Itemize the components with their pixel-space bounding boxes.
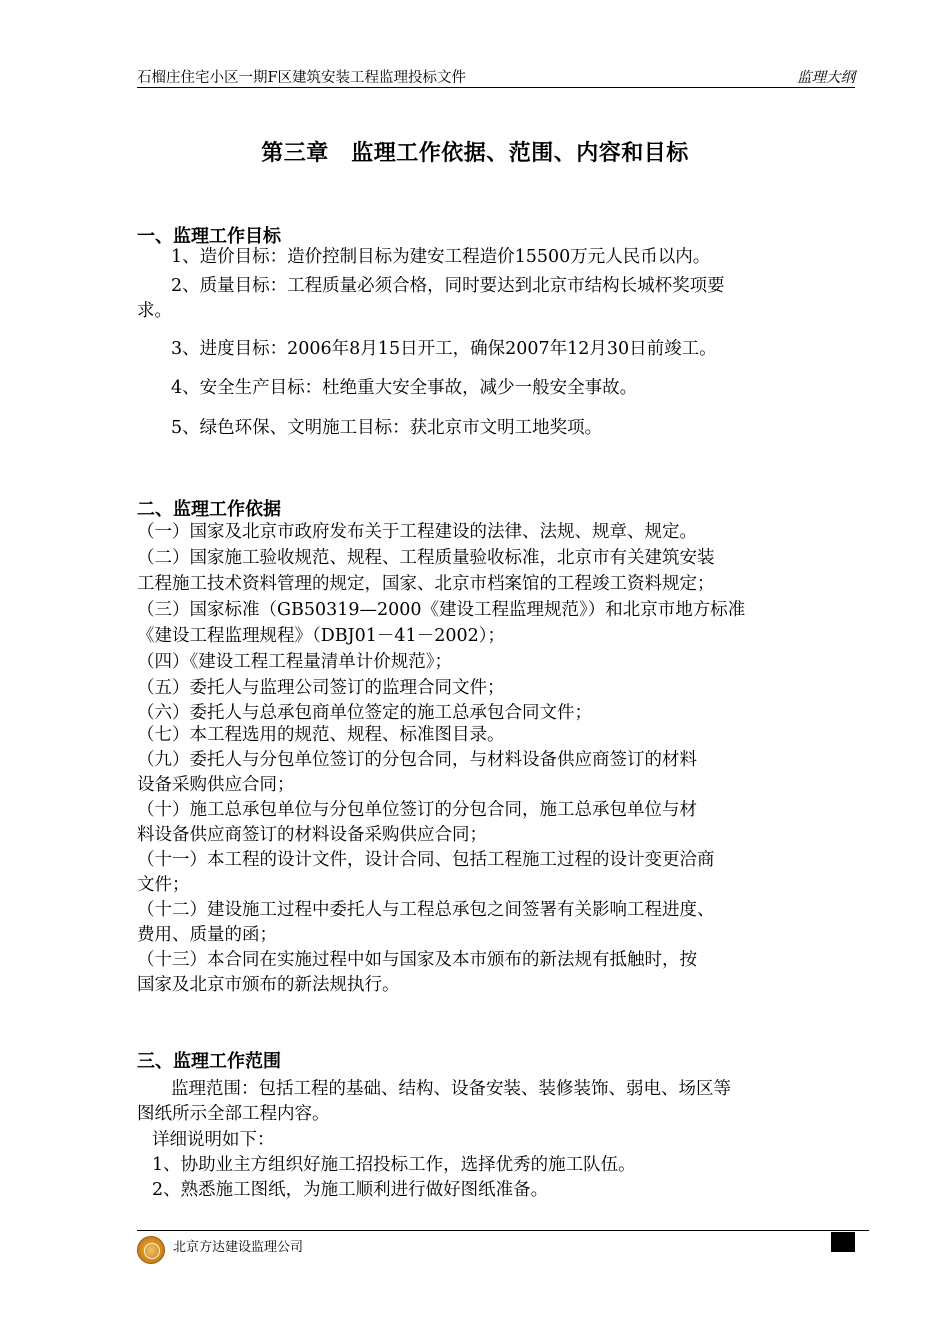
basis-line: 设备采购供应合同；: [137, 775, 295, 795]
basis-line: 料设备供应商签订的材料设备采购供应合同；: [137, 825, 487, 845]
basis-line: （六）委托人与总承包商单位签定的施工总承包合同文件；: [137, 703, 592, 723]
scope-line: 1、协助业主方组织好施工招投标工作，选择优秀的施工队伍。: [152, 1155, 636, 1175]
basis-line: （一）国家及北京市政府发布关于工程建设的法律、法规、规章、规定。: [137, 522, 697, 542]
header-divider: [137, 87, 855, 88]
scope-line: 监理范围：包括工程的基础、结构、设备安装、装修装饰、弱电、场区等: [171, 1079, 731, 1099]
scope-line: 图纸所示全部工程内容。: [137, 1104, 330, 1124]
page-marker: [831, 1232, 855, 1252]
basis-line: （二）国家施工验收规范、规程、工程质量验收标准，北京市有关建筑安装: [137, 548, 715, 568]
goal-item-quality: 2、质量目标：工程质量必须合格，同时要达到北京市结构长城杯奖项要: [171, 276, 725, 296]
basis-line: （十一）本工程的设计文件，设计合同、包括工程施工过程的设计变更洽商: [137, 850, 715, 870]
goal-item-schedule: 3、进度目标：2006年8月15日开工，确保2007年12月30日前竣工。: [171, 339, 717, 359]
basis-line: （四）《建设工程工程量清单计价规范》；: [137, 652, 452, 672]
basis-line: 工程施工技术资料管理的规定，国家、北京市档案馆的工程竣工资料规定；: [137, 574, 715, 594]
basis-line: 国家及北京市颁布的新法规执行。: [137, 975, 400, 995]
basis-line: 文件；: [137, 875, 190, 895]
scope-line: 2、熟悉施工图纸，为施工顺利进行做好图纸准备。: [152, 1180, 549, 1200]
goal-item-cost: 1、造价目标：造价控制目标为建安工程造价15500万元人民币以内。: [171, 247, 711, 267]
basis-line: （十二）建设施工过程中委托人与工程总承包之间签署有关影响工程进度、: [137, 900, 715, 920]
company-logo-icon: [137, 1236, 165, 1264]
section-title-scope: 三、监理工作范围: [137, 1051, 281, 1072]
basis-line: 费用、质量的函；: [137, 925, 277, 945]
section-title-goals: 一、监理工作目标: [137, 226, 281, 247]
scope-line: 详细说明如下：: [152, 1130, 275, 1150]
header-document-title: 石榴庄住宅小区一期F区建筑安装工程监理投标文件: [137, 70, 467, 86]
basis-line: （十）施工总承包单位与分包单位签订的分包合同，施工总承包单位与材: [137, 800, 697, 820]
goal-item-safety: 4、安全生产目标：杜绝重大安全事故，减少一般安全事故。: [171, 378, 638, 398]
basis-line: 《建设工程监理规程》（DBJ01－41－2002）；: [137, 626, 505, 646]
basis-line: （十三）本合同在实施过程中如与国家及本市颁布的新法规有抵触时，按: [137, 950, 697, 970]
basis-line: （七）本工程选用的规范、规程、标准图目录。: [137, 725, 505, 745]
footer-company-name: 北京方达建设监理公司: [173, 1240, 304, 1255]
goal-item-quality-cont: 求。: [137, 301, 172, 321]
basis-line: （九）委托人与分包单位签订的分包合同，与材料设备供应商签订的材料: [137, 750, 697, 770]
basis-line: （三）国家标准（GB50319—2000《建设工程监理规范》）和北京市地方标准: [137, 600, 746, 620]
basis-line: （五）委托人与监理公司签订的监理合同文件；: [137, 678, 505, 698]
header-document-type: 监理大纲: [797, 70, 855, 86]
chapter-title: 第三章 监理工作依据、范围、内容和目标: [261, 141, 689, 166]
goal-item-environment: 5、绿色环保、文明施工目标：获北京市文明工地奖项。: [171, 418, 603, 438]
footer-divider: [137, 1230, 869, 1231]
section-title-basis: 二、监理工作依据: [137, 499, 281, 520]
